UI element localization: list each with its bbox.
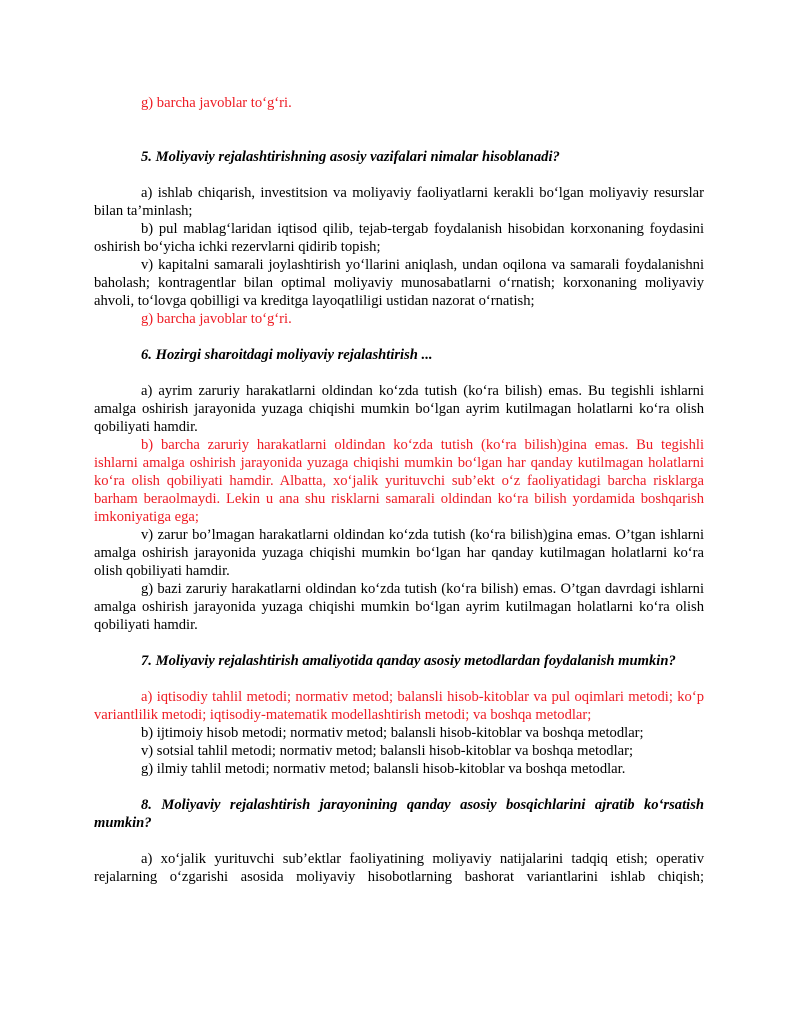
answer-7g: g) ilmiy tahlil metodi; normativ metod; balansli hisob-kitoblar va boshqa metodlar. [141, 761, 626, 777]
answer-5b: b) pul mablag‘laridan iqtisod qilib, tejab-tergab foydalanish hisobidan korxonaning foydasini oshirish bo‘yicha ichki rezervlarni qidirib topish; [94, 221, 704, 255]
answer-6v: v) zarur bo’lmagan harakatlarni oldindan ko‘zda tutish (ko‘ra bilish)gina emas. O’tgan ishlarni amalga oshirish jarayonida yuzaga chiqishi mumkin bo‘lgan har qanday kutilmagan holatlarni ko‘ra olish qobiliyati hamdir. [94, 527, 704, 579]
answer-6a: a) ayrim zaruriy harakatlarni oldindan ko‘zda tutish (ko‘ra bilish) emas. Bu tegishli ishlarni amalga oshirish jarayonida yuzaga chiqishi mumkin bo‘lgan ayrim kutilmagan holatlarni ko‘ra olish qobiliyati hamdir. [94, 383, 704, 435]
answer-5a: a) ishlab chiqarish, investitsion va moliyaviy faoliyatlarni kerakli bo‘lgan moliyaviy resurslar bilan ta’minlash; [94, 185, 704, 219]
answer-8a: a) xo‘jalik yurituvchi sub’ektlar faoliyatining moliyaviy natijalarini tadqiq etish; operativ rejalarning o‘zgarishi asosida moliyaviy hisobotlarning bashorat variantlarini ishlab chiqish; [94, 851, 704, 885]
answer-4g: g) barcha javoblar to‘g‘ri. [141, 95, 292, 111]
answer-7b: b) ijtimoiy hisob metodi; normativ metod; balansli hisob-kitoblar va boshqa metodlar; [141, 725, 644, 741]
answer-6b: b) barcha zaruriy harakatlarni oldindan ko‘zda tutish (ko‘ra bilish)gina emas. Bu tegishli ishlarni amalga oshirish jarayonida yuzaga chiqishi mumkin bo‘lgan har qanday kutilmagan holatlarni ko‘ra olish qobiliyati hamdir. Albatta, xo‘jalik yurituvchi sub’ekt o‘z faoliyatidagi barcha risklarga barham beraolmaydi. Lekin u ana shu risklarni samarali oldindan ko‘ra bilish yordamida boshqarish imkoniyatiga ega; [94, 437, 704, 525]
answer-6g: g) bazi zaruriy harakatlarni oldindan ko‘zda tutish (ko‘ra bilish) emas. O’tgan davrdagi ishlarni amalga oshirish jarayonida yuzaga chiqishi mumkin bo‘lgan ayrim kutilmagan holatlarni ko‘ra olish qobiliyati hamdir. [94, 581, 704, 633]
answer-5g: g) barcha javoblar to‘g‘ri. [141, 311, 292, 327]
question-7: 7. Moliyaviy rejalashtirish amaliyotida qanday asosiy metodlardan foydalanish mumkin? [141, 653, 676, 669]
document-body [94, 94, 704, 886]
question-8: 8. Moliyaviy rejalashtirish jarayonining qanday asosiy bosqichlarini ajratib ko‘rsatish mumkin? [94, 797, 704, 831]
answer-7v: v) sotsial tahlil metodi; normativ metod; balansli hisob-kitoblar va boshqa metodlar; [141, 743, 634, 759]
question-6: 6. Hozirgi sharoitdagi moliyaviy rejalashtirish ... [141, 347, 433, 363]
answer-5v: v) kapitalni samarali joylashtirish yo‘llarini aniqlash, undan oqilona va samarali foydalanishni baholash; kontragentlar bilan optimal moliyaviy munosabatlarni o‘rnatish; korxonaning moliyaviy ahvoli, to‘lovga qobilligi va kreditga layoqatliligi ustidan nazorat o‘rnatish; [94, 257, 704, 309]
question-5: 5. Moliyaviy rejalashtirishning asosiy vazifalari nimalar hisoblanadi? [141, 149, 560, 165]
answer-7a: a) iqtisodiy tahlil metodi; normativ metod; balansli hisob-kitoblar va pul oqimlari metodi; ko‘p variantlilik metodi; iqtisodiy-matematik modellashtirish metodi; va boshqa metodlar; [94, 689, 704, 723]
